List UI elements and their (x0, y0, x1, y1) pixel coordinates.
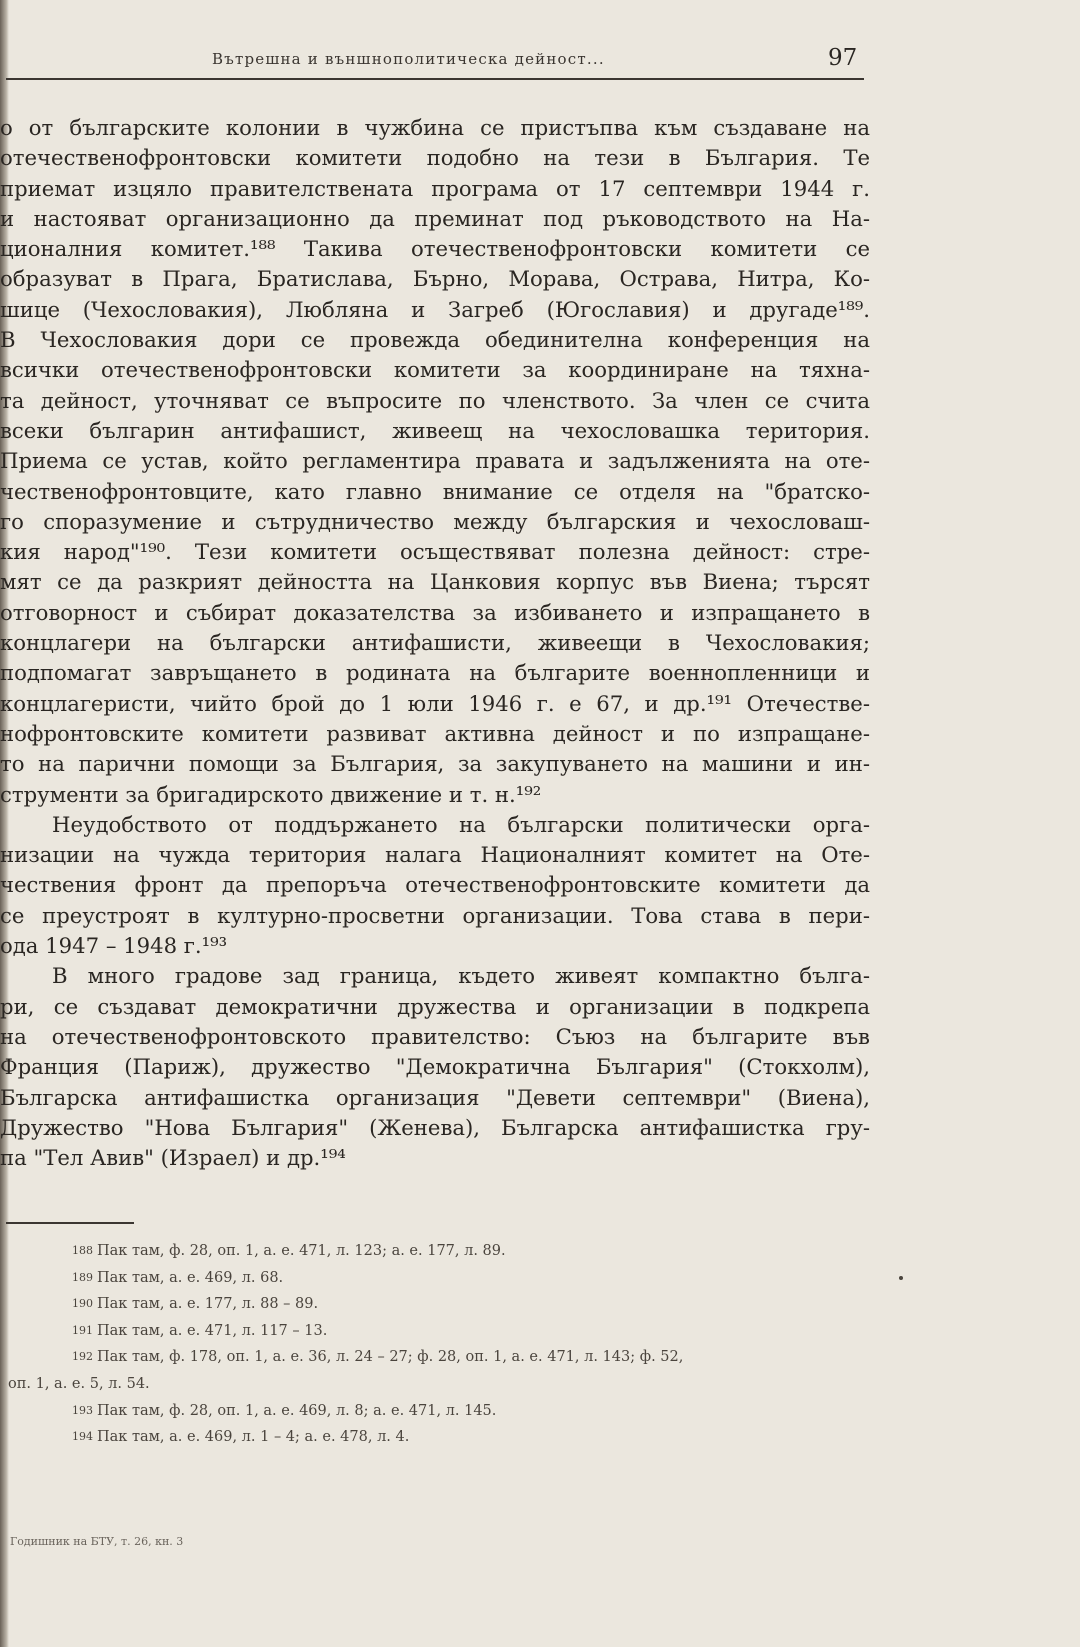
header-rule (6, 78, 864, 80)
footnote-text: Пак там, а. е. 469, л. 1 – 4; а. е. 478, л. 4. (97, 1429, 410, 1446)
text-line: Приема се устав, който регламентира правата и задълженията на оте- (0, 448, 870, 474)
footnote-rule (6, 1222, 134, 1224)
text-line: ри, се създават демократични дружества и организации в подкрепа (0, 993, 870, 1019)
main-text (0, 113, 870, 1173)
text-line: та дейност, уточняват се въпросите по членството. За член се счита (0, 387, 870, 413)
footnote-text: Пак там, а. е. 177, л. 88 – 89. (97, 1296, 319, 1313)
footnote-number: 193 (72, 1403, 93, 1417)
footnote-text: Пак там, а. е. 469, л. 68. (97, 1269, 284, 1286)
text-line: низации на чужда територия налага Националният комитет на Оте- (0, 842, 870, 868)
text-line: се преустроят в културно-просветни организации. Това става в пери- (0, 902, 870, 928)
footnote (0, 1265, 870, 1292)
text-line: приемат изцяло правителствената програма от 17 септември 1944 г. (0, 175, 870, 201)
scan-speck (899, 1276, 903, 1280)
text-line: Дружество "Нова България" (Женева), Българска антифашистка гру- (0, 1114, 870, 1140)
footnote (0, 1238, 870, 1265)
footnote-continuation: оп. 1, а. е. 5, л. 54. (8, 1375, 150, 1392)
text-line: всички отечественофронтовски комитети за координиране на тяхна- (0, 357, 870, 383)
text-line: на отечественофронтовското правителство: Съюз на българите във (0, 1023, 870, 1049)
footnote-text: Пак там, а. е. 471, л. 117 – 13. (97, 1322, 328, 1339)
text-line: В Чехословакия дори се провежда обединителна конференция на (0, 327, 870, 353)
page-number: 97 (828, 45, 858, 71)
footnote-number: 189 (72, 1270, 93, 1284)
footnote-text: Пак там, ф. 28, оп. 1, а. е. 469, л. 8; а. е. 471, л. 145. (97, 1402, 497, 1419)
footnote-text: Пак там, ф. 28, оп. 1, а. е. 471, л. 123; а. е. 177, л. 89. (97, 1243, 506, 1259)
text-line: мят се да разкрият дейността на Цанковия корпус във Виена; търсят (0, 569, 870, 595)
footnote-number: 188 (72, 1244, 93, 1257)
text-line: ционалния комитет.¹⁸⁸ Такива отечественофронтовски комитети се (0, 236, 870, 262)
text-line: концлагери на български антифашисти, живеещи в Чехословакия; (0, 630, 870, 656)
footnote (0, 1424, 870, 1451)
footnote-number: 192 (72, 1350, 93, 1364)
text-line: образуват в Прага, Братислава, Бърно, Морава, Острава, Нитра, Ко- (0, 266, 870, 292)
text-line: концлагеристи, чийто брой до 1 юли 1946 г. е 67, и др.¹⁹¹ Отечестве- (0, 690, 870, 716)
text-line: то на парични помощи за България, за закупуването на машини и ин- (0, 751, 870, 777)
footnote-number: 191 (72, 1323, 93, 1337)
footnote-text: Пак там, ф. 178, оп. 1, а. е. 36, л. 24 – 27; ф. 28, оп. 1, а. е. 471, л. 143; ф. 52, (97, 1349, 684, 1366)
text-line: подпомагат завръщането в родината на българите военнопленници и (0, 660, 870, 686)
footnotes (0, 1238, 870, 1451)
footnote (0, 1344, 870, 1371)
text-line: и настояват организационно да преминат под ръководството на На- (0, 205, 870, 231)
text-line: го споразумение и сътрудничество между българския и чехословаш- (0, 508, 870, 534)
text-line: отговорност и събират доказателства за избиването и изпращането в (0, 599, 870, 625)
text-line: В много градове зад граница, където живеят компактно бълга- (52, 963, 870, 989)
text-line: па "Тел Авив" (Израел) и др.¹⁹⁴ (0, 1145, 346, 1171)
text-line: отечественофронтовски комитети подобно на тези в България. Те (0, 145, 870, 171)
footnote (0, 1318, 870, 1345)
text-line: всеки българин антифашист, живеещ на чехословашка територия. (0, 417, 870, 443)
text-line: шице (Чехословакия), Любляна и Загреб (Югославия) и другаде¹⁸⁹. (0, 296, 870, 322)
text-line: чественофронтовците, като главно внимание се отделя на "братско- (0, 478, 870, 504)
text-line: струменти за бригадирското движение и т. н.¹⁹² (0, 781, 542, 807)
text-line: Неудобството от поддържането на български политически орга- (52, 811, 870, 837)
text-line: кия народ"¹⁹⁰. Тези комитети осъществяват полезна дейност: стре- (0, 539, 870, 565)
text-line: Франция (Париж), дружество "Демократична България" (Стокхолм), (0, 1054, 870, 1080)
imprint-line: Годишник на БТУ, т. 26, кн. 3 (10, 1535, 184, 1548)
footnote-number: 190 (72, 1297, 93, 1311)
footnote (0, 1291, 870, 1318)
text-line: Българска антифашистка организация "Девети септември" (Виена), (0, 1084, 870, 1110)
running-title: Вътрешна и външнополитическа дейност... (212, 50, 605, 68)
text-line: нофронтовските комитети развиват активна дейност и по изпращане- (0, 720, 870, 746)
text-line: ода 1947 – 1948 г.¹⁹³ (0, 933, 228, 959)
footnote (0, 1398, 870, 1425)
text-line: чествения фронт да препоръча отечественофронтовските комитети да (0, 872, 870, 898)
footnote-number: 194 (72, 1430, 93, 1444)
text-line: о от българските колонии в чужбина се пристъпва към създаване на (0, 115, 870, 140)
